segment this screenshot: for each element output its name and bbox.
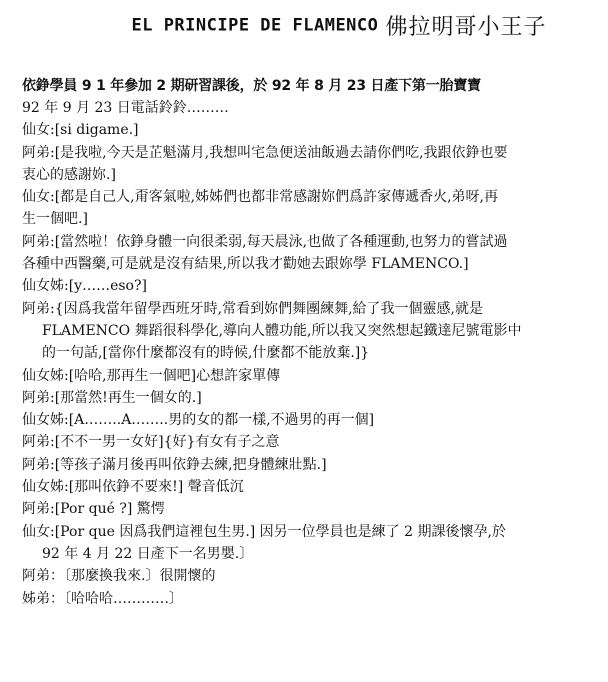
dialogue-line: 阿弟:[Por qué ?] 驚愕	[22, 501, 165, 518]
headline: 依錚學員 9 1 年參加 2 期研習課後，於 92 年 8 月 23 日產下第一胎寶寶	[22, 78, 481, 94]
dialogue-line: 仙女:[都是自己人,甭客氣啦,姊姊們也都非常感謝妳們爲許家傳遞香火,弟呀,再	[22, 189, 498, 206]
dialogue-line: 仙女姊:[那叫依錚不要來!] 聲音低沉	[22, 479, 244, 496]
dialogue-line: FLAMENCO 舞蹈很科學化,導向人體功能,所以我又突然想起鐵達尼號電影中	[42, 322, 522, 339]
dialogue-line: 阿弟:[不不一男一女好]{好}有女有子之意	[22, 434, 280, 451]
dialogue-line: 各種中西醫藥,可是就是沒有結果,所以我才勸她去跟妳學 FLAMENCO.]	[22, 256, 469, 273]
dialogue-line: 仙女姊:[A……..A……..男的女的都一樣,不過男的再一個]	[22, 412, 375, 429]
dialogue-body	[22, 97, 596, 610]
dialogue-line: 阿弟:[是我啦,今天是芷魁滿月,我想叫宅急便送油飯過去請你們吃,我跟依錚也要	[22, 144, 508, 161]
dialogue-line: 阿弟：〔那麼換我來.〕很開懷的	[22, 568, 216, 585]
dialogue-line: 生一個吧.]	[22, 211, 88, 228]
date-line: 92 年 9 月 23 日電話鈴鈴………	[22, 100, 229, 116]
dialogue-line: 仙女:[si digame.]	[22, 122, 139, 139]
dialogue-line: 阿弟:{因爲我當年留學西班牙時,常看到妳們舞團練舞,給了我一個靈感,就是	[22, 300, 483, 317]
dialogue-line: 阿弟:[等孩子滿月後再叫依錚去練,把身體練壯點.]	[22, 456, 327, 473]
dialogue-line: 仙女姊:[哈哈,那再生一個吧]心想許家單傳	[22, 367, 281, 384]
title-chinese: 佛拉明哥小王子	[385, 15, 547, 40]
dialogue-line: 衷心的感謝妳.]	[22, 166, 116, 183]
title-latin: EL PRINCIPE DE FLAMENCO	[131, 15, 379, 36]
dialogue-line: 阿弟:[那當然!再生一個女的.]	[22, 389, 202, 406]
dialogue-line: 姊弟：〔哈哈哈…………〕	[22, 590, 183, 607]
dialogue-line: 仙女姊:[y……eso?]	[22, 278, 147, 295]
dialogue-line: 阿弟:[當然啦！依錚身體一向很柔弱,每天晨泳,也做了各種運動,也努力的嘗試過	[22, 233, 508, 250]
dialogue-line: 仙女:[Por que 因爲我們這裡包生男.] 因另一位學員也是練了 2 期課後懷孕,於	[22, 523, 506, 540]
dialogue-line: 的一句話,[當你什麼都沒有的時候,什麼都不能放棄.]}	[42, 345, 370, 362]
document-title	[22, 10, 596, 40]
dialogue-line: 92 年 4 月 22 日產下一名男嬰.〕	[42, 545, 254, 562]
